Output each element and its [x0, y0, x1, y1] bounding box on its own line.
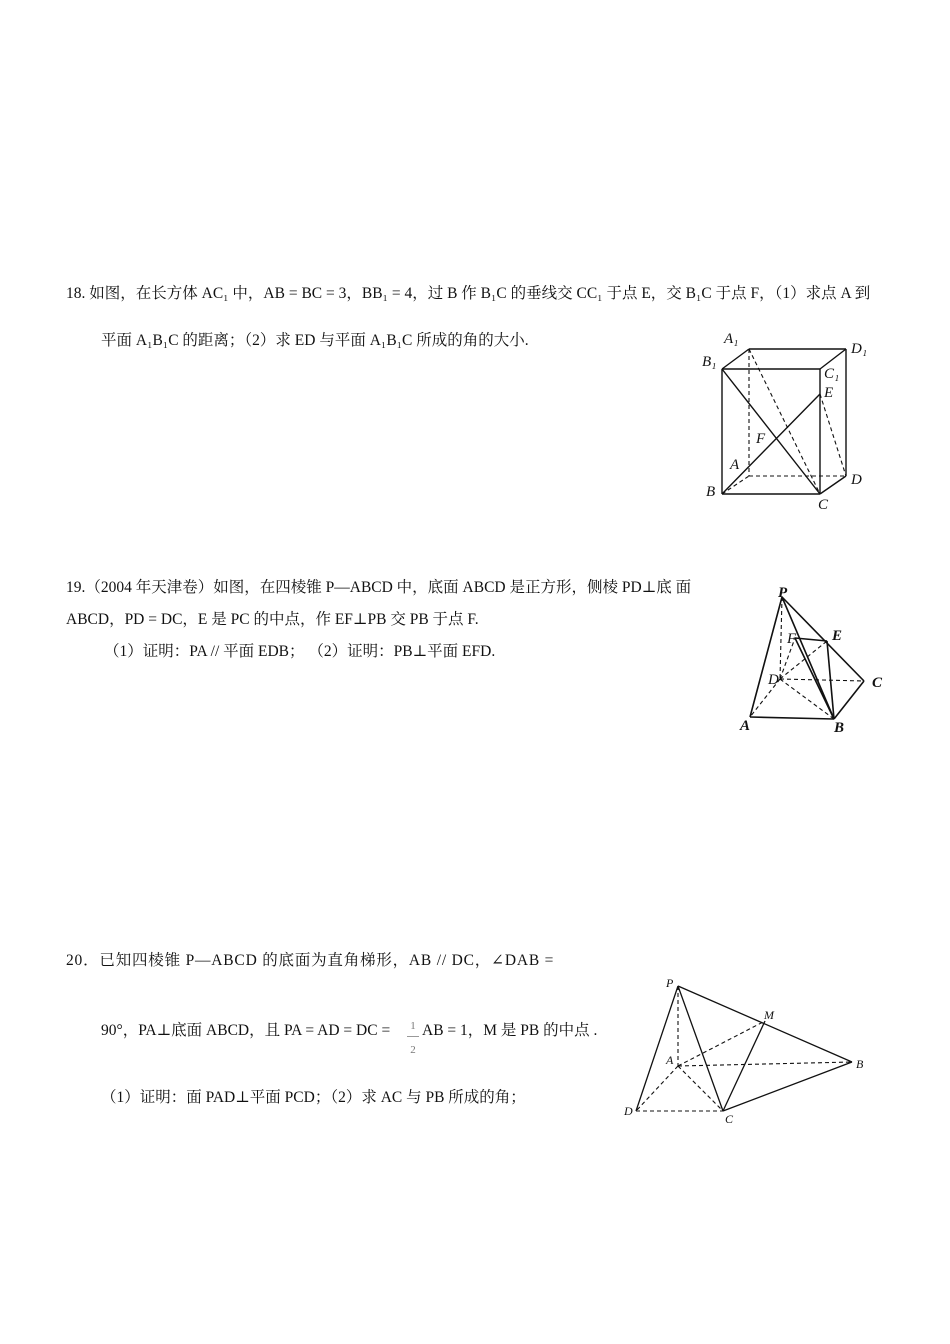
label-B: B	[834, 720, 845, 736]
label-E: E	[832, 628, 843, 644]
label-A: A	[730, 457, 740, 473]
label-D1: D₁	[851, 341, 868, 357]
label-P: P	[778, 585, 788, 601]
label-D: D	[768, 672, 779, 688]
problem-20-line-1: 20．已知四棱锥 P—ABCD 的底面为直角梯形，AB // DC，∠DAB =	[66, 952, 555, 969]
label-M: M	[764, 1008, 774, 1022]
label-B: B	[856, 1057, 864, 1071]
label-D: D	[851, 472, 862, 488]
label-F: F	[787, 631, 797, 647]
problem-18-line-1: 18. 如图，在长方体 AC₁ 中，AB = BC = 3，BB₁ = 4，过 B 作 B₁C 的垂线交 CC₁ 于点 E，交 B₁C 于点 F，（1）求点 A 到	[66, 285, 871, 302]
label-C1: C₁	[824, 366, 840, 382]
label-P: P	[666, 976, 674, 990]
figure-20-pyramid	[620, 970, 880, 1130]
problem-20-line-2b: AB = 1，M 是 PB 的中点 .	[422, 1022, 598, 1039]
label-D: D	[624, 1104, 633, 1118]
label-A: A	[666, 1053, 674, 1067]
problem-18-line-2: 平面 A₁B₁C 的距离；（2）求 ED 与平面 A₁B₁C 所成的角的大小.	[101, 332, 529, 349]
fraction-bar	[407, 1036, 419, 1037]
label-A: A	[740, 718, 751, 734]
problem-20-line-2a: 90°，PA⊥底面 ABCD，且 PA = AD = DC =	[101, 1022, 391, 1039]
problem-20-line-3: （1）证明：面 PAD⊥平面 PCD；（2）求 AC 与 PB 所成的角；	[101, 1089, 526, 1106]
fraction-numerator: 1	[410, 1020, 416, 1032]
problem-19-line-1: 19.（2004 年天津卷）如图，在四棱锥 P—ABCD 中，底面 ABCD 是正方形，侧棱 PD⊥底 面	[66, 579, 692, 596]
label-E: E	[824, 385, 834, 401]
problem-19-line-2: ABCD，PD = DC，E 是 PC 的中点，作 EF⊥PB 交 PB 于点 F.	[66, 611, 479, 628]
label-C: C	[725, 1112, 734, 1126]
figure-18-cuboid	[696, 326, 886, 516]
label-B: B	[706, 484, 716, 500]
figure-19-pyramid	[730, 580, 900, 740]
label-C: C	[818, 497, 829, 513]
problem-19-line-3: （1）证明：PA // 平面 EDB； （2）证明：PB⊥平面 EFD.	[104, 643, 496, 660]
label-A1: A₁	[724, 331, 739, 347]
label-B1: B₁	[702, 354, 717, 370]
label-C: C	[872, 675, 883, 691]
label-F: F	[756, 431, 766, 447]
fraction-denominator: 2	[410, 1044, 416, 1056]
